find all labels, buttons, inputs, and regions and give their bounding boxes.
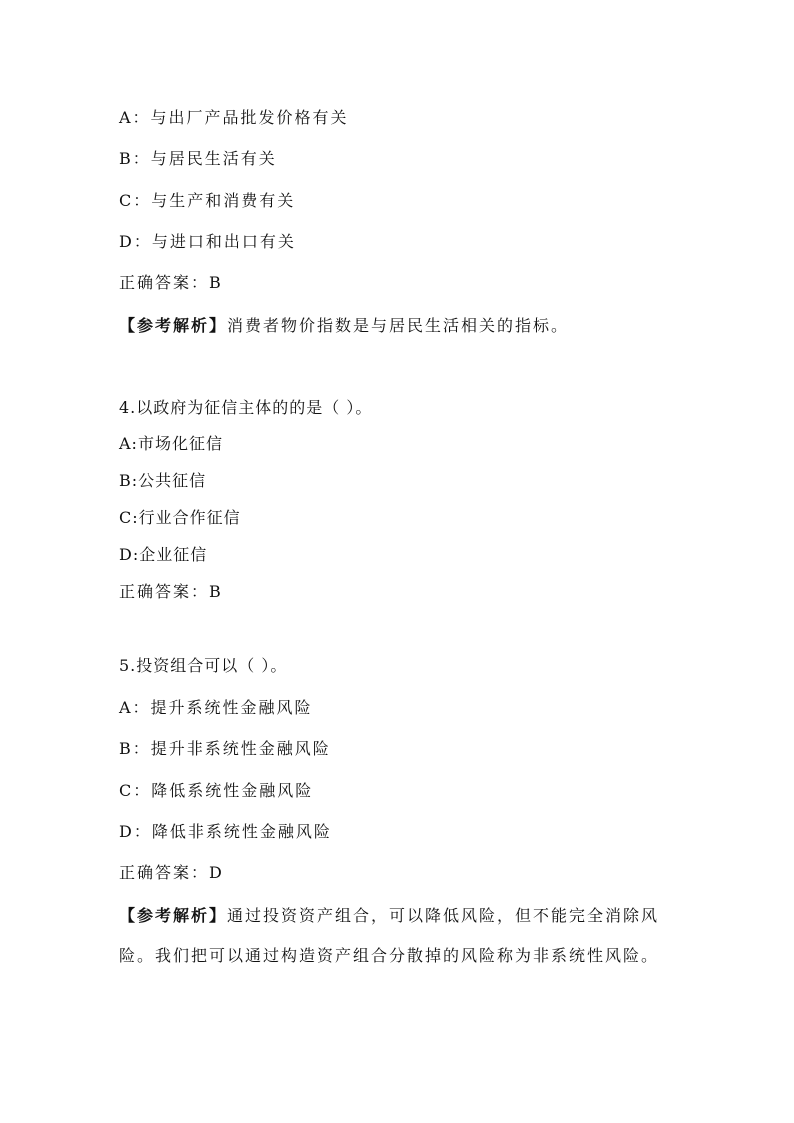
q5-analysis-text-1: 通过投资资产组合，可以降低风险，但不能完全消除风 xyxy=(227,906,660,925)
q3-answer: 正确答案：B xyxy=(119,273,223,292)
q5-option-a: A：提升系统性金融风险 xyxy=(119,698,313,717)
q5-analysis-line2: 险。我们把可以通过构造资产组合分散掉的风险称为非系统性风险。 xyxy=(119,946,660,965)
q3-option-b: B：与居民生活有关 xyxy=(119,149,277,168)
q5-answer: 正确答案：D xyxy=(119,863,224,882)
q3-option-c: C：与生产和消费有关 xyxy=(119,191,296,210)
q3-analysis xyxy=(119,316,569,336)
q3-analysis-tag: 【参考解析】 xyxy=(119,316,228,335)
q4-option-b: B:公共征信 xyxy=(119,471,207,490)
q5-question: 5.投资组合可以（ ）。 xyxy=(119,656,288,675)
q3-option-a: A：与出厂产品批发价格有关 xyxy=(119,108,349,127)
q4-question: 4.以政府为征信主体的的是（ ）。 xyxy=(119,398,373,417)
q4-answer: 正确答案：B xyxy=(119,582,223,601)
q4-option-a: A:市场化征信 xyxy=(119,434,223,453)
q4-option-d: D:企业征信 xyxy=(119,545,208,564)
q3-option-d: D：与进口和出口有关 xyxy=(119,232,296,251)
q4-option-c: C:行业合作征信 xyxy=(119,508,241,527)
q5-option-c: C：降低系统性金融风险 xyxy=(119,781,314,800)
q5-analysis-tag: 【参考解析】 xyxy=(119,906,228,925)
q5-option-d: D：降低非系统性金融风险 xyxy=(119,822,332,841)
q5-analysis-line1 xyxy=(119,906,659,926)
q3-analysis-text: 消费者物价指数是与居民生活相关的指标。 xyxy=(227,316,570,335)
q5-option-b: B：提升非系统性金融风险 xyxy=(119,739,331,758)
